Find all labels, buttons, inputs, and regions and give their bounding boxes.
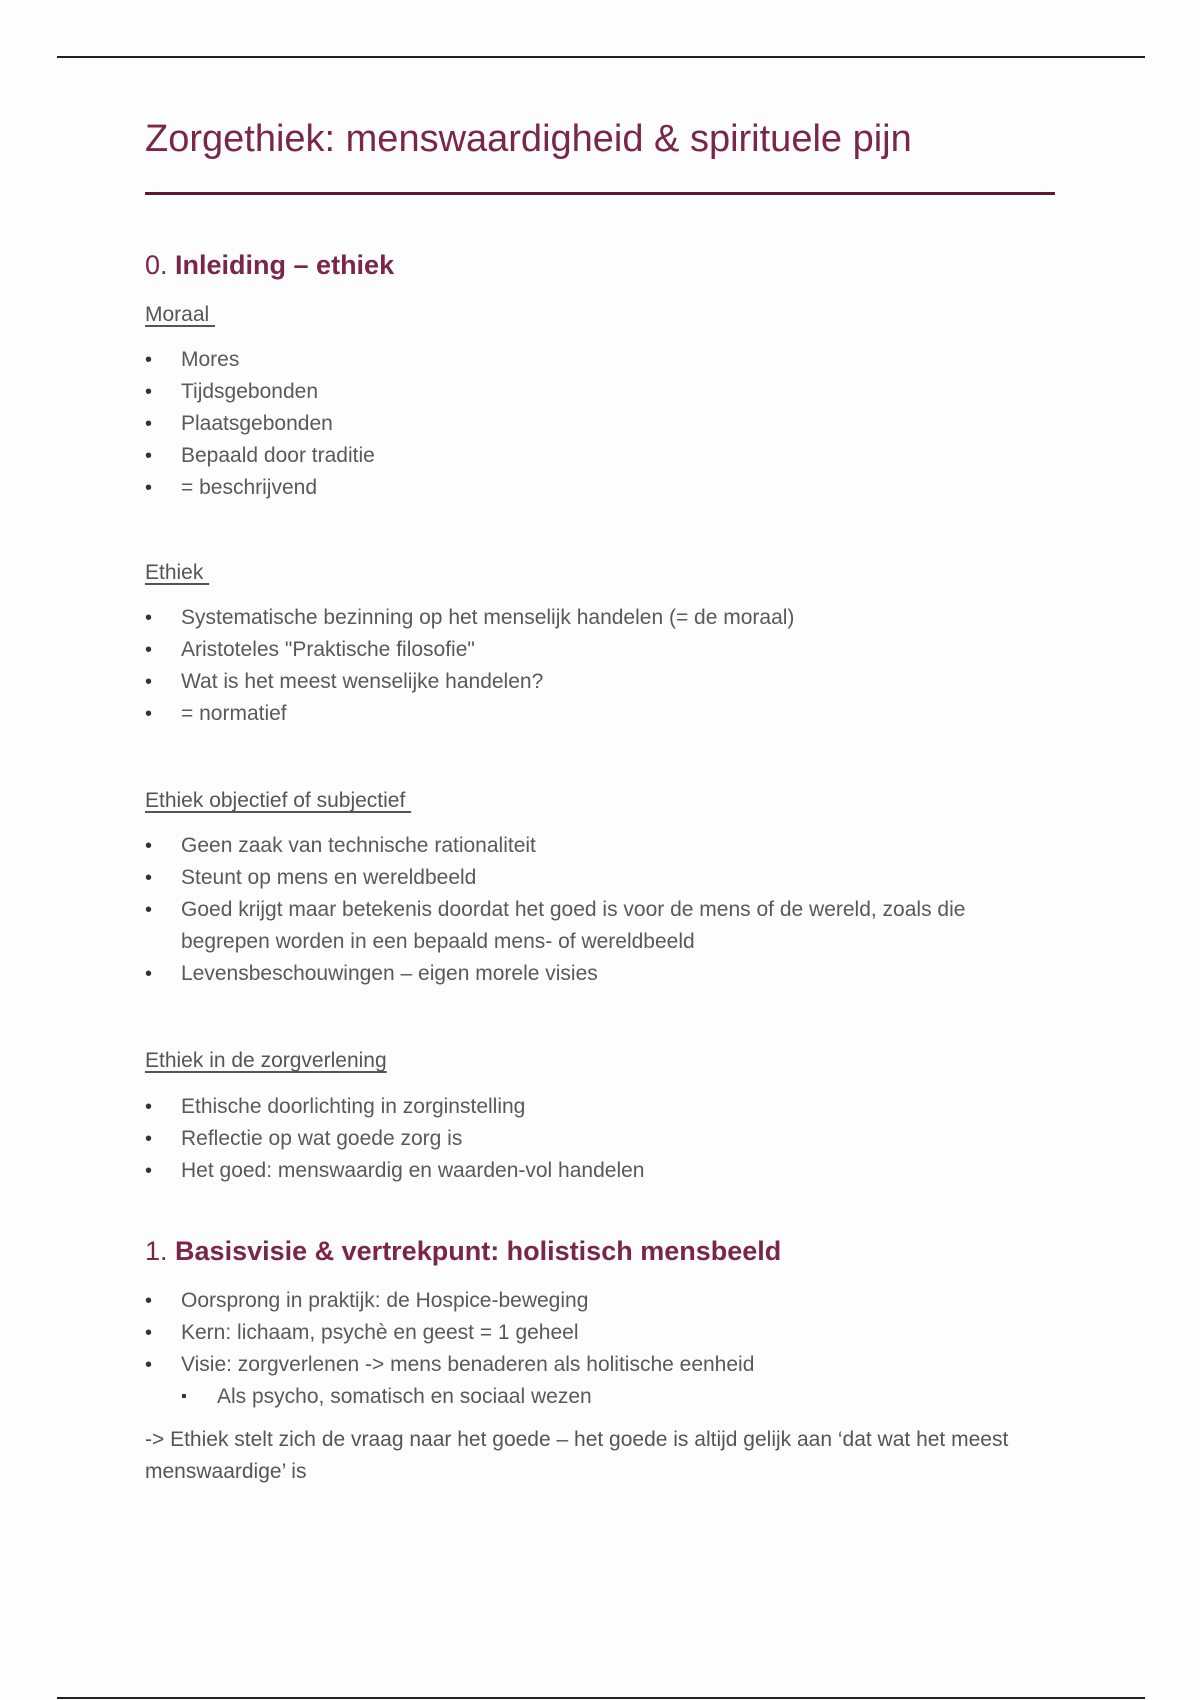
section-1-title: Basisvisie & vertrekpunt: holistisch mensbeeld: [175, 1236, 782, 1266]
list-item: [145, 1349, 1055, 1413]
list-item: • = beschrijvend: [145, 472, 1055, 504]
list-item: • Reflectie op wat goede zorg is: [145, 1123, 1055, 1155]
section-0-heading: [145, 250, 394, 281]
holistisch-sublist: [181, 1381, 1055, 1413]
page-bottom-rule: [57, 1697, 1145, 1699]
ethiek-zorg-heading: Ethiek in de zorgverlening: [145, 1049, 387, 1072]
list-item: • Plaatsgebonden: [145, 408, 1055, 440]
moraal-list: [145, 344, 1055, 504]
list-item: • Oorsprong in praktijk: de Hospice-beweging: [145, 1285, 1055, 1317]
title-underline: [145, 192, 1055, 195]
list-item: • Goed krijgt maar betekenis doordat het goed is voor de mens of de wereld, zoals die begrepen worden in een bepaald mens- of wereldbeeld: [145, 894, 1055, 958]
list-item: • Steunt op mens en wereldbeeld: [145, 862, 1055, 894]
list-item: • Ethische doorlichting in zorginstelling: [145, 1091, 1055, 1123]
list-item: • Mores: [145, 344, 1055, 376]
list-item: • Aristoteles "Praktische filosofie": [145, 634, 1055, 666]
document-title: Zorgethiek: menswaardigheid & spirituele pijn: [145, 118, 912, 160]
page-top-rule: [57, 56, 1145, 58]
section-0-number: 0.: [145, 250, 168, 280]
list-item: • Bepaald door traditie: [145, 440, 1055, 472]
list-item: • = normatief: [145, 698, 1055, 730]
list-item: • Kern: lichaam, psychè en geest = 1 geheel: [145, 1317, 1055, 1349]
list-item: • Geen zaak van technische rationaliteit: [145, 830, 1055, 862]
list-item: • Het goed: menswaardig en waarden-vol handelen: [145, 1155, 1055, 1187]
ethiek-objectief-heading: Ethiek objectief of subjectief: [145, 789, 412, 812]
list-item: • Levensbeschouwingen – eigen morele visies: [145, 958, 1055, 990]
ethiek-heading: Ethiek: [145, 561, 210, 584]
list-item: • Tijdsgebonden: [145, 376, 1055, 408]
holistisch-list: [145, 1285, 1055, 1413]
list-item: • Systematische bezinning op het menselijk handelen (= de moraal): [145, 602, 1055, 634]
ethiek-zorg-list: [145, 1091, 1055, 1187]
sub-list-item: ▪ Als psycho, somatisch en sociaal wezen: [181, 1381, 1055, 1413]
ethiek-list: [145, 602, 1055, 730]
moraal-heading: Moraal: [145, 303, 216, 326]
list-item-text: Visie: zorgverlenen -> mens benaderen als holitische eenheid: [181, 1353, 755, 1376]
section-1-number: 1.: [145, 1236, 168, 1266]
section-0-title: Inleiding – ethiek: [175, 250, 395, 280]
ethiek-objectief-list: [145, 830, 1055, 990]
conclusion-paragraph: -> Ethiek stelt zich de vraag naar het goede – het goede is altijd gelijk aan ‘dat wat het meest menswaardige’ is: [145, 1428, 1009, 1483]
section-1-heading: [145, 1236, 781, 1267]
list-item: • Wat is het meest wenselijke handelen?: [145, 666, 1055, 698]
